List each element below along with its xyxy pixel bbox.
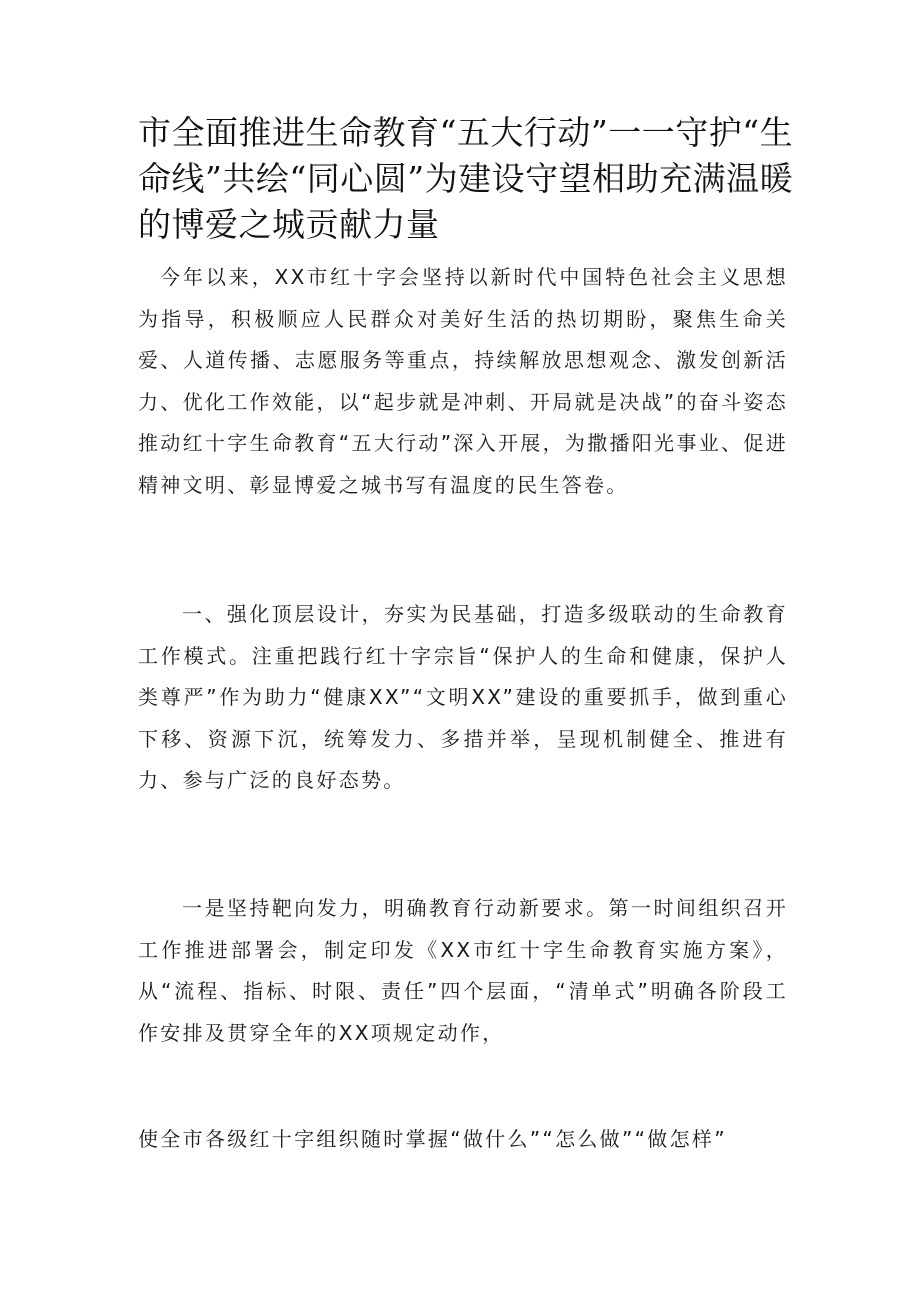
- paragraph-intro: 今年以来，XX市红十字会坚持以新时代中国特色社会主义思想为指导，积极顺应人民群众对美好生活的热切期盼，聚焦生命关爱、人道传播、志愿服务等重点，持续解放思想观念、激发创新活力、优化工作效能，以“起步就是冲刺、开局就是决战”的奋斗姿态推动红十字生命教育“五大行动”深入开展，为撒播阳光事业、促进精神文明、彰显博爱之城书写有温度的民生答卷。: [138, 265, 788, 497]
- paragraph-section-one: 一、强化顶层设计，夯实为民基础，打造多级联动的生命教育工作模式。注重把践行红十字宗旨“保护人的生命和健康，保护人类尊严”作为助力“健康XX”“文明XX”建设的重要抓手，做到重心下移、资源下沉，统筹发力、多措并举，呈现机制健全、推进有力、参与广泛的良好态势。: [138, 602, 788, 792]
- paragraph-continuation: 使全市各级红十字组织随时掌握“做什么”“怎么做”“做怎样”: [138, 1127, 727, 1151]
- paragraph-point-one: 一是坚持靶向发力，明确教育行动新要求。第一时间组织召开工作推进部署会，制定印发《XX市红十字生命教育实施方案》，从“流程、指标、时限、责任”四个层面，“清单式”明确各阶段工作安排及贯穿全年的XX项规定动作，: [138, 896, 788, 1045]
- document-title: 市全面推进生命教育“五大行动”一一守护“生命线”共绘“同心圆”为建设守望相助充满温暖的博爱之城贡献力量: [138, 113, 794, 244]
